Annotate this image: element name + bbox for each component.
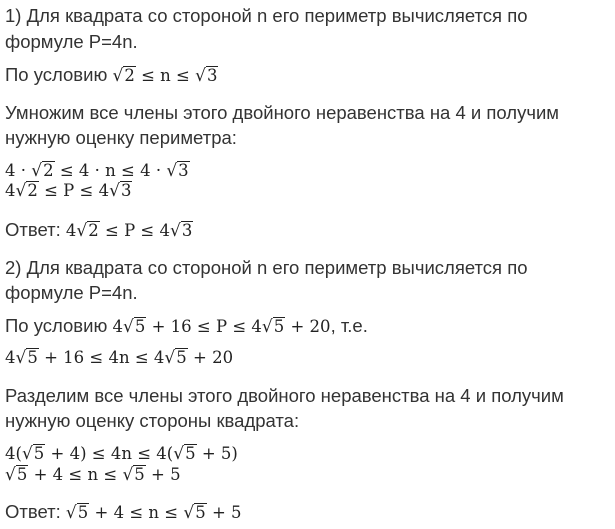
formula-text: 4( [5, 444, 22, 463]
formula-text: 4 [65, 221, 77, 240]
radicand: 5 [134, 465, 145, 484]
radicand: 5 [185, 444, 196, 463]
formula-text: 4 · [5, 161, 26, 180]
part1-step1: 4 · √2 ≤ 4 · n ≤ 4 · √3 [5, 161, 189, 181]
condition-formula: √2 ≤ n ≤ √3 [112, 66, 218, 86]
answer-formula: √5 + 4 ≤ n ≤ √5 + 5 [65, 503, 242, 523]
radicand: 5 [16, 465, 28, 484]
formula-text: ≤ n ≤ [141, 66, 190, 85]
answer-label: Ответ: [5, 501, 61, 522]
condition-prefix: По условию [5, 64, 108, 85]
part2-intro-line2: формуле P=4n. [5, 282, 138, 303]
formula-text: + 16 ≤ 4n ≤ 4 [44, 348, 165, 367]
radicand: 3 [178, 161, 189, 180]
part1-intro-line1: 1) Для квадрата со стороной n его периметр вычисляется по [5, 5, 528, 26]
formula-text: ≤ P ≤ 4 [44, 181, 110, 200]
radicand: 5 [134, 317, 146, 336]
part2-condition [5, 314, 368, 339]
part2-div-line2: нужную оценку стороны квадрата: [5, 410, 300, 431]
part2-answer [5, 500, 242, 525]
part2-div-line1: Разделим все члены этого двойного неравенства на 4 и получим [5, 385, 564, 406]
condition-prefix: По условию [5, 315, 108, 336]
formula-text: 4 [112, 317, 123, 336]
radicand: 5 [77, 503, 89, 522]
answer-formula: 4√2 ≤ P ≤ 4√3 [65, 221, 193, 241]
part1-mult-line2: нужную оценку периметра: [5, 127, 237, 148]
part2-intro-line1: 2) Для квадрата со стороной n его периметр вычисляется по [5, 257, 528, 278]
radicand: 5 [33, 444, 45, 463]
part2-step1: 4(√5 + 4) ≤ 4n ≤ 4(√5 + 5) [5, 444, 238, 464]
formula-text: 4 [5, 181, 16, 200]
radicand: 5 [273, 317, 285, 336]
formula-text: + 4 ≤ n ≤ [94, 503, 179, 522]
part1-answer [5, 218, 193, 243]
condition-suffix: , т.е. [330, 315, 368, 336]
condition-formula: 4√5 + 16 ≤ P ≤ 4√5 + 20 [112, 317, 331, 337]
formula-text: + 4 ≤ n ≤ [33, 465, 118, 484]
radicand: 3 [181, 221, 193, 240]
part1-mult-line1: Умножим все члены этого двойного неравенства на 4 и получим [5, 102, 560, 123]
part1-step2: 4√2 ≤ P ≤ 4√3 [5, 181, 132, 201]
formula-text: 4 [5, 348, 16, 367]
part1-intro-line2: формуле P=4n. [5, 31, 138, 52]
part2-step2: √5 + 4 ≤ n ≤ √5 + 5 [5, 465, 181, 485]
radicand: 2 [124, 66, 135, 85]
radicand: 5 [195, 503, 206, 522]
formula-text: + 5 [151, 465, 181, 484]
radicand: 5 [27, 348, 38, 367]
radicand: 3 [120, 181, 132, 200]
radicand: 2 [88, 221, 99, 240]
formula-text: + 5) [201, 444, 238, 463]
radicand: 3 [206, 66, 218, 85]
part1-condition [5, 63, 218, 88]
formula-text: + 20 [290, 317, 331, 336]
formula-text: ≤ P ≤ 4 [105, 221, 171, 240]
answer-label: Ответ: [5, 219, 61, 240]
formula-text: + 20 [193, 348, 234, 367]
radicand: 2 [27, 181, 38, 200]
formula-text: + 5 [211, 503, 242, 522]
formula-text: ≤ 4 · n ≤ 4 · [59, 161, 162, 180]
formula-text: + 4) ≤ 4n ≤ 4( [50, 444, 174, 463]
radicand: 5 [176, 348, 187, 367]
formula-text: + 16 ≤ P ≤ 4 [151, 317, 262, 336]
part2-step0: 4√5 + 16 ≤ 4n ≤ 4√5 + 20 [5, 348, 234, 368]
radicand: 2 [43, 161, 54, 180]
